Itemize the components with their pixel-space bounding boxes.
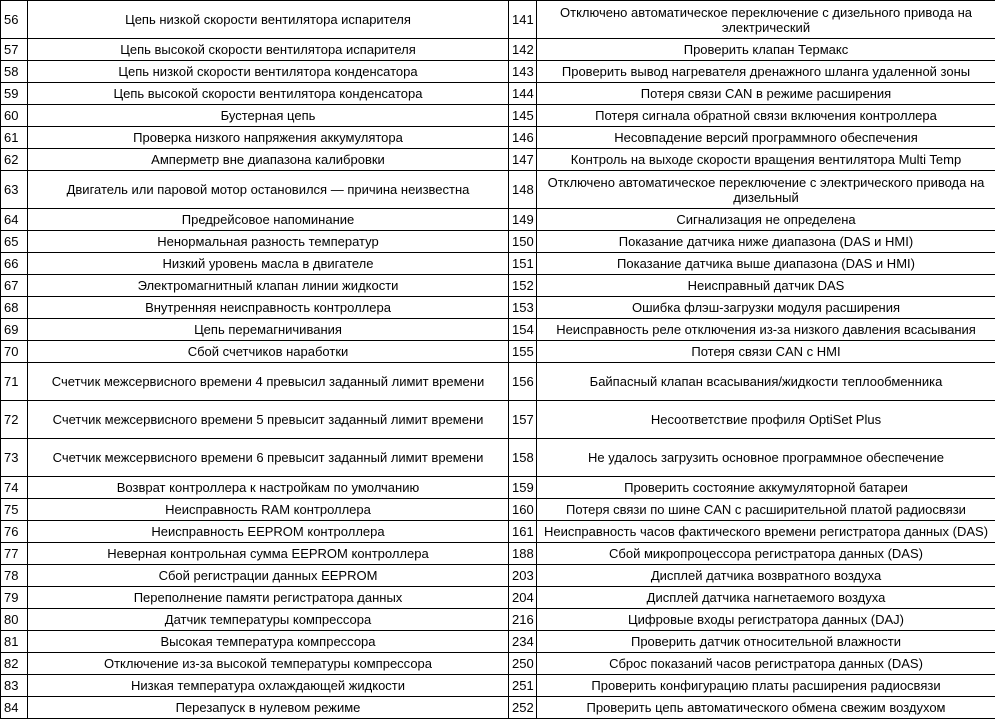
alarm-code-left: 61 <box>1 127 28 149</box>
alarm-code-right: 216 <box>509 609 537 631</box>
alarm-code-right: 149 <box>509 209 537 231</box>
alarm-code-right: 152 <box>509 275 537 297</box>
alarm-code-left: 83 <box>1 675 28 697</box>
alarm-description-right: Не удалось загрузить основное программное обеспечение <box>537 439 995 477</box>
table-row <box>1 39 995 61</box>
alarm-description-right: Отключено автоматическое переключение с электрического привода на дизельный <box>537 171 995 209</box>
alarm-description-left: Перезапуск в нулевом режиме <box>28 697 509 719</box>
alarm-description-right: Проверить цепь автоматического обмена свежим воздухом <box>537 697 995 719</box>
alarm-code-left: 58 <box>1 61 28 83</box>
alarm-description-right: Неисправность часов фактического времени регистратора данных (DAS) <box>537 521 995 543</box>
alarm-code-left: 79 <box>1 587 28 609</box>
table-row <box>1 105 995 127</box>
alarm-description-left: Сбой счетчиков наработки <box>28 341 509 363</box>
alarm-description-left: Цепь высокой скорости вентилятора конденсатора <box>28 83 509 105</box>
table-row <box>1 231 995 253</box>
alarm-description-left: Переполнение памяти регистратора данных <box>28 587 509 609</box>
alarm-description-right: Отключено автоматическое переключение с дизельного привода на электрический <box>537 1 995 39</box>
alarm-code-left: 64 <box>1 209 28 231</box>
alarm-code-left: 63 <box>1 171 28 209</box>
alarm-description-left: Ненормальная разность температур <box>28 231 509 253</box>
alarm-description-right: Потеря сигнала обратной связи включения контроллера <box>537 105 995 127</box>
alarm-code-right: 143 <box>509 61 537 83</box>
alarm-code-right: 159 <box>509 477 537 499</box>
alarm-description-left: Неверная контрольная сумма EEPROM контроллера <box>28 543 509 565</box>
alarm-description-left: Цепь высокой скорости вентилятора испарителя <box>28 39 509 61</box>
alarm-description-right: Проверить вывод нагревателя дренажного шланга удаленной зоны <box>537 61 995 83</box>
alarm-code-left: 57 <box>1 39 28 61</box>
alarm-description-left: Электромагнитный клапан линии жидкости <box>28 275 509 297</box>
alarm-description-left: Отключение из-за высокой температуры компрессора <box>28 653 509 675</box>
alarm-description-left: Счетчик межсервисного времени 6 превысит заданный лимит времени <box>28 439 509 477</box>
alarm-description-right: Байпасный клапан всасывания/жидкости теплообменника <box>537 363 995 401</box>
table-row <box>1 543 995 565</box>
alarm-code-right: 188 <box>509 543 537 565</box>
alarm-code-left: 75 <box>1 499 28 521</box>
table-row <box>1 499 995 521</box>
table-row <box>1 363 995 401</box>
alarm-description-right: Неисправность реле отключения из-за низкого давления всасывания <box>537 319 995 341</box>
alarm-description-left: Сбой регистрации данных EEPROM <box>28 565 509 587</box>
alarm-description-right: Дисплей датчика возвратного воздуха <box>537 565 995 587</box>
alarm-description-left: Цепь низкой скорости вентилятора конденсатора <box>28 61 509 83</box>
table-row <box>1 565 995 587</box>
alarm-description-left: Амперметр вне диапазона калибровки <box>28 149 509 171</box>
alarm-description-right: Несоответствие профиля OptiSet Plus <box>537 401 995 439</box>
alarm-code-right: 160 <box>509 499 537 521</box>
table-row <box>1 127 995 149</box>
alarm-codes-table-body <box>1 1 995 719</box>
alarm-code-right: 144 <box>509 83 537 105</box>
alarm-description-left: Низкий уровень масла в двигателе <box>28 253 509 275</box>
table-row <box>1 61 995 83</box>
table-row <box>1 653 995 675</box>
alarm-code-right: 148 <box>509 171 537 209</box>
alarm-description-left: Счетчик межсервисного времени 4 превысил заданный лимит времени <box>28 363 509 401</box>
table-row <box>1 587 995 609</box>
alarm-code-left: 76 <box>1 521 28 543</box>
alarm-description-right: Потеря связи по шине CAN с расширительной платой радиосвязи <box>537 499 995 521</box>
alarm-description-left: Проверка низкого напряжения аккумулятора <box>28 127 509 149</box>
table-row <box>1 439 995 477</box>
alarm-code-right: 154 <box>509 319 537 341</box>
alarm-description-right: Контроль на выходе скорости вращения вентилятора Multi Temp <box>537 149 995 171</box>
table-row <box>1 83 995 105</box>
alarm-description-left: Низкая температура охлаждающей жидкости <box>28 675 509 697</box>
table-row <box>1 401 995 439</box>
alarm-description-right: Показание датчика выше диапазона (DAS и HMI) <box>537 253 995 275</box>
table-row <box>1 675 995 697</box>
table-row <box>1 1 995 39</box>
alarm-code-right: 250 <box>509 653 537 675</box>
alarm-code-right: 151 <box>509 253 537 275</box>
alarm-description-right: Неисправный датчик DAS <box>537 275 995 297</box>
alarm-description-right: Проверить датчик относительной влажности <box>537 631 995 653</box>
alarm-description-left: Бустерная цепь <box>28 105 509 127</box>
alarm-description-right: Несовпадение версий программного обеспечения <box>537 127 995 149</box>
alarm-description-left: Цепь низкой скорости вентилятора испарителя <box>28 1 509 39</box>
alarm-code-left: 68 <box>1 297 28 319</box>
alarm-code-left: 62 <box>1 149 28 171</box>
alarm-code-left: 74 <box>1 477 28 499</box>
alarm-description-right: Сброс показаний часов регистратора данных (DAS) <box>537 653 995 675</box>
alarm-code-left: 65 <box>1 231 28 253</box>
alarm-description-right: Цифровые входы регистратора данных (DAJ) <box>537 609 995 631</box>
alarm-description-right: Дисплей датчика нагнетаемого воздуха <box>537 587 995 609</box>
alarm-description-left: Счетчик межсервисного времени 5 превысит заданный лимит времени <box>28 401 509 439</box>
table-row <box>1 631 995 653</box>
alarm-code-right: 155 <box>509 341 537 363</box>
alarm-code-right: 203 <box>509 565 537 587</box>
alarm-code-left: 78 <box>1 565 28 587</box>
alarm-code-right: 204 <box>509 587 537 609</box>
alarm-description-right: Сбой микропроцессора регистратора данных (DAS) <box>537 543 995 565</box>
alarm-description-right: Потеря связи CAN в режиме расширения <box>537 83 995 105</box>
alarm-description-right: Потеря связи CAN с HMI <box>537 341 995 363</box>
alarm-code-left: 71 <box>1 363 28 401</box>
alarm-code-left: 67 <box>1 275 28 297</box>
table-row <box>1 609 995 631</box>
alarm-code-right: 147 <box>509 149 537 171</box>
alarm-description-right: Показание датчика ниже диапазона (DAS и HMI) <box>537 231 995 253</box>
alarm-code-right: 156 <box>509 363 537 401</box>
alarm-code-right: 153 <box>509 297 537 319</box>
alarm-code-left: 73 <box>1 439 28 477</box>
alarm-description-left: Внутренняя неисправность контроллера <box>28 297 509 319</box>
alarm-code-right: 157 <box>509 401 537 439</box>
alarm-code-right: 150 <box>509 231 537 253</box>
alarm-code-left: 60 <box>1 105 28 127</box>
table-row <box>1 209 995 231</box>
alarm-description-right: Проверить клапан Термакс <box>537 39 995 61</box>
alarm-description-left: Двигатель или паровой мотор остановился — причина неизвестна <box>28 171 509 209</box>
alarm-description-left: Цепь перемагничивания <box>28 319 509 341</box>
table-row <box>1 341 995 363</box>
alarm-description-right: Проверить конфигурацию платы расширения радиосвязи <box>537 675 995 697</box>
table-row <box>1 297 995 319</box>
alarm-code-right: 158 <box>509 439 537 477</box>
alarm-code-left: 80 <box>1 609 28 631</box>
alarm-code-left: 56 <box>1 1 28 39</box>
alarm-description-right: Сигнализация не определена <box>537 209 995 231</box>
table-row <box>1 477 995 499</box>
alarm-code-right: 251 <box>509 675 537 697</box>
alarm-code-left: 69 <box>1 319 28 341</box>
alarm-code-left: 66 <box>1 253 28 275</box>
alarm-description-left: Датчик температуры компрессора <box>28 609 509 631</box>
table-row <box>1 149 995 171</box>
table-row <box>1 697 995 719</box>
alarm-code-left: 72 <box>1 401 28 439</box>
alarm-description-right: Ошибка флэш-загрузки модуля расширения <box>537 297 995 319</box>
alarm-description-left: Высокая температура компрессора <box>28 631 509 653</box>
alarm-code-right: 252 <box>509 697 537 719</box>
alarm-description-left: Предрейсовое напоминание <box>28 209 509 231</box>
table-row <box>1 319 995 341</box>
table-row <box>1 171 995 209</box>
alarm-description-left: Возврат контроллера к настройкам по умолчанию <box>28 477 509 499</box>
table-row <box>1 275 995 297</box>
alarm-code-left: 84 <box>1 697 28 719</box>
alarm-code-right: 234 <box>509 631 537 653</box>
alarm-description-left: Неисправность RAM контроллера <box>28 499 509 521</box>
alarm-code-right: 141 <box>509 1 537 39</box>
table-row <box>1 521 995 543</box>
alarm-code-left: 70 <box>1 341 28 363</box>
alarm-description-right: Проверить состояние аккумуляторной батареи <box>537 477 995 499</box>
alarm-code-right: 146 <box>509 127 537 149</box>
alarm-code-right: 142 <box>509 39 537 61</box>
alarm-code-left: 77 <box>1 543 28 565</box>
alarm-code-left: 59 <box>1 83 28 105</box>
table-row <box>1 253 995 275</box>
alarm-code-right: 161 <box>509 521 537 543</box>
alarm-code-left: 82 <box>1 653 28 675</box>
alarm-code-right: 145 <box>509 105 537 127</box>
alarm-code-left: 81 <box>1 631 28 653</box>
alarm-description-left: Неисправность EEPROM контроллера <box>28 521 509 543</box>
